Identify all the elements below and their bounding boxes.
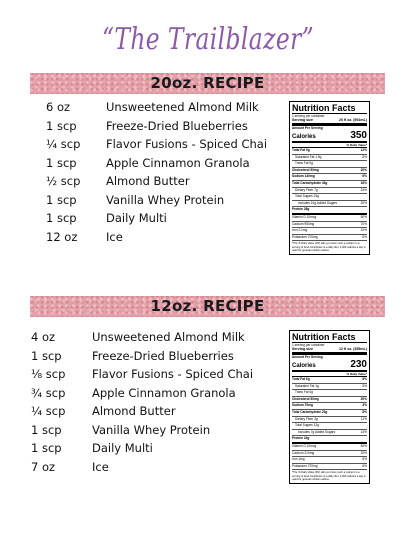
serving-size-label: Serving size [292, 118, 313, 122]
list-item [31, 347, 281, 366]
amount-per-serving: Amount Per Serving [292, 126, 323, 130]
nutrient-row [292, 444, 367, 451]
nutrient-daily-value: 10% [360, 228, 367, 233]
servings-per-container: 1 serving per container [292, 114, 325, 118]
nutrient-label: Cholesterol 50mg [292, 167, 319, 172]
serving-size-value: 12 fl oz. (355mL) [339, 347, 367, 351]
nutrient-row [292, 403, 367, 410]
ingredient-name: Unsweetened Almond Milk [106, 100, 259, 114]
nutrient-row [292, 464, 367, 471]
nutrient-row [292, 201, 367, 208]
nutrient-row [292, 451, 367, 458]
nutrient-label: Total Carbohydrate 43g [292, 180, 328, 185]
daily-value-header: % Daily Value* [292, 143, 367, 148]
nutrient-daily-value: 3% [362, 403, 367, 408]
nutrient-row [292, 457, 367, 464]
nutrient-row [292, 181, 367, 188]
nutrient-daily-value: 8% [362, 409, 367, 414]
nutrient-label: Potassium 270mg [292, 234, 318, 239]
nutrient-label: Total Sugars 24g [295, 194, 319, 199]
ingredient-name: Ice [106, 229, 123, 244]
ingredient-name: Freeze-Dried Blueberries [106, 118, 248, 133]
ingredient-name: Daily Multi [92, 441, 153, 455]
ingredient-amount: 1 scp [31, 422, 62, 437]
calories-row [292, 359, 367, 372]
nutrient-row [292, 430, 367, 437]
ingredient-amount: ¼ scp [31, 404, 66, 418]
nutrient-label: Sodium 70mg [292, 403, 313, 408]
ingredient-name: Vanilla Whey Protein [106, 192, 225, 207]
list-item [46, 191, 286, 210]
nutrient-label: Total Sugars 12g [295, 423, 319, 428]
calories-value: 350 [350, 130, 367, 141]
list-item [31, 384, 281, 403]
nutrient-daily-value: 8% [362, 154, 367, 159]
list-item [31, 402, 281, 421]
ingredient-amount: 1 scp [46, 211, 77, 225]
calories-row [292, 130, 367, 143]
nutrient-label: Vitamin D 10mcg [292, 214, 317, 219]
amount-per-serving: Amount Per Serving [292, 355, 323, 359]
list-item [46, 154, 286, 173]
ingredient-name: Apple Cinnamon Granola [106, 155, 250, 170]
nutrient-daily-value: 6% [362, 234, 367, 239]
list-item [46, 117, 286, 136]
nutrient-daily-value: 20% [360, 450, 367, 455]
page-title: “The Trailblazer” [101, 22, 315, 57]
nutrient-row [292, 188, 367, 195]
calories-label: Calories [292, 363, 316, 369]
nutrient-label: Potassium 270mg [292, 463, 318, 468]
nutrition-facts-panel-20oz [289, 101, 370, 255]
calories-label: Calories [292, 134, 316, 140]
nutrient-row [292, 148, 367, 155]
recipe-banner-20oz: 20oz. RECIPE [30, 73, 385, 94]
nutrition-facts-panel-12oz [289, 330, 370, 484]
ingredient-amount: 1 scp [31, 348, 62, 363]
nutrient-label: Total Fat 6g [292, 377, 310, 381]
nutrient-label: Includes 7g Added Sugars [298, 429, 336, 434]
daily-value-header: % Daily Value* [292, 372, 367, 377]
nutrient-label: Sodium 140mg [292, 174, 315, 179]
servings-per-container: 1 serving per container [292, 343, 325, 347]
nutrient-row [292, 168, 367, 175]
nutrient-rows [292, 148, 367, 241]
ingredient-list-20oz [46, 98, 286, 246]
ingredient-amount: ¼ scp [46, 137, 81, 151]
nutrient-row [292, 410, 367, 417]
nutrient-label: Dietary Fiber 3g [295, 416, 318, 421]
ingredient-amount: 1 scp [46, 155, 77, 170]
nutrient-label: Calcium 950mg [292, 221, 315, 226]
list-item [31, 365, 281, 384]
list-item [46, 228, 286, 247]
list-item [46, 135, 286, 154]
nutrient-daily-value: 50% [360, 443, 367, 448]
nutrient-rows [292, 377, 367, 470]
list-item [46, 98, 286, 117]
nutrient-label: Protein 24g [292, 436, 310, 441]
ingredient-amount: 1 scp [31, 441, 62, 455]
nutrient-row [292, 397, 367, 404]
ingredient-name: Almond Butter [92, 404, 176, 418]
nutrient-row [292, 194, 367, 201]
nutrient-row [292, 155, 367, 162]
ingredient-amount: 7 oz [31, 459, 56, 474]
ingredient-name: Ice [92, 459, 109, 474]
nutrient-daily-value: 70% [360, 221, 367, 226]
nutrient-label: Includes 10g Added Sugars [298, 200, 337, 205]
nutrition-heading: Nutrition Facts [292, 332, 367, 343]
ingredient-name: Vanilla Whey Protein [92, 422, 211, 437]
nutrition-heading: Nutrition Facts [292, 103, 367, 114]
nutrient-row [292, 423, 367, 430]
nutrient-row [292, 174, 367, 181]
nutrient-row [292, 228, 367, 235]
nutrient-row [292, 377, 367, 384]
ingredient-amount: ¾ scp [31, 385, 66, 400]
nutrient-label: Calcium 210mg [292, 450, 315, 455]
serving-size-value: 20 fl oz. (591mL) [339, 118, 367, 122]
nutrient-row [292, 222, 367, 229]
serving-size-row [292, 347, 367, 355]
serving-size-row [292, 118, 367, 126]
nutrient-daily-value: 11% [360, 416, 367, 421]
nutrient-row [292, 215, 367, 222]
nutrient-daily-value: 12% [360, 148, 367, 152]
ingredient-amount: 4 oz [31, 330, 56, 344]
nutrient-label: Iron 1mg [292, 457, 305, 462]
nutrient-daily-value: 6% [362, 457, 367, 462]
nutrition-footnote: *The % Daily Value (DV) tells you how much a nutrient in a serving of food contributes to a daily diet. 2,000 calories a day is used for general nutrition advice. [292, 242, 366, 253]
serving-size-label: Serving size [292, 347, 313, 351]
ingredient-amount: 6 oz [46, 100, 71, 114]
nutrient-label: Cholesterol 50mg [292, 396, 319, 401]
nutrient-daily-value: 20% [360, 396, 367, 401]
nutrient-daily-value: 16% [360, 180, 367, 185]
ingredient-name: Apple Cinnamon Granola [92, 385, 236, 400]
calories-value: 230 [350, 359, 367, 370]
ingredient-amount: 1 scp [46, 118, 77, 133]
nutrient-row [292, 207, 367, 215]
nutrient-label: Total Fat 9g [292, 148, 310, 152]
nutrient-row [292, 161, 367, 168]
nutrient-label: Vitamin D 10mcg [292, 443, 317, 448]
ingredient-name: Almond Butter [106, 174, 190, 188]
nutrient-row [292, 436, 367, 444]
nutrient-daily-value: 24% [360, 187, 367, 192]
nutrient-daily-value: 8% [362, 377, 367, 381]
ingredient-name: Daily Multi [106, 211, 167, 225]
list-item [46, 172, 286, 191]
list-item [31, 328, 281, 347]
nutrition-footnote: *The % Daily Value (DV) tells you how much a nutrient in a serving of food contributes to a daily diet. 2,000 calories a day is used for general nutrition advice. [292, 471, 366, 482]
list-item [46, 209, 286, 228]
nutrient-daily-value: 14% [360, 429, 367, 434]
nutrient-label: Dietary Fiber 7g [295, 187, 318, 192]
ingredient-amount: 12 oz [46, 229, 78, 244]
nutrient-row [292, 417, 367, 424]
ingredient-amount: 1 scp [46, 192, 77, 207]
nutrient-daily-value: 50% [360, 214, 367, 219]
nutrient-daily-value: 20% [360, 200, 367, 205]
nutrient-label: Saturated Fat 1g [295, 383, 319, 388]
ingredient-name: Flavor Fusions - Spiced Chai [106, 137, 268, 151]
ingredient-name: Freeze-Dried Blueberries [92, 348, 234, 363]
nutrient-label: Trans Fat 0g [295, 390, 313, 395]
list-item [31, 439, 281, 458]
nutrient-daily-value: 6% [362, 463, 367, 468]
nutrient-row [292, 390, 367, 397]
ingredient-name: Unsweetened Almond Milk [92, 330, 245, 344]
nutrient-label: Protein 28g [292, 207, 310, 212]
nutrient-label: Trans Fat 0g [295, 161, 313, 166]
nutrient-row [292, 384, 367, 391]
ingredient-list-12oz [31, 328, 281, 476]
nutrient-row [292, 235, 367, 242]
list-item [31, 458, 281, 477]
ingredient-amount: ½ scp [46, 174, 81, 188]
recipe-banner-12oz: 12oz. RECIPE [30, 296, 385, 317]
nutrient-label: Total Carbohydrate 23g [292, 409, 328, 414]
nutrient-label: Iron 2.1mg [292, 228, 308, 233]
ingredient-name: Flavor Fusions - Spiced Chai [92, 367, 254, 381]
ingredient-amount: ⅛ scp [31, 367, 66, 381]
nutrient-label: Saturated Fat 1.5g [295, 154, 322, 159]
nutrient-daily-value: 20% [360, 167, 367, 172]
nutrient-daily-value: 5% [362, 383, 367, 388]
nutrient-daily-value: 6% [362, 174, 367, 179]
list-item [31, 421, 281, 440]
